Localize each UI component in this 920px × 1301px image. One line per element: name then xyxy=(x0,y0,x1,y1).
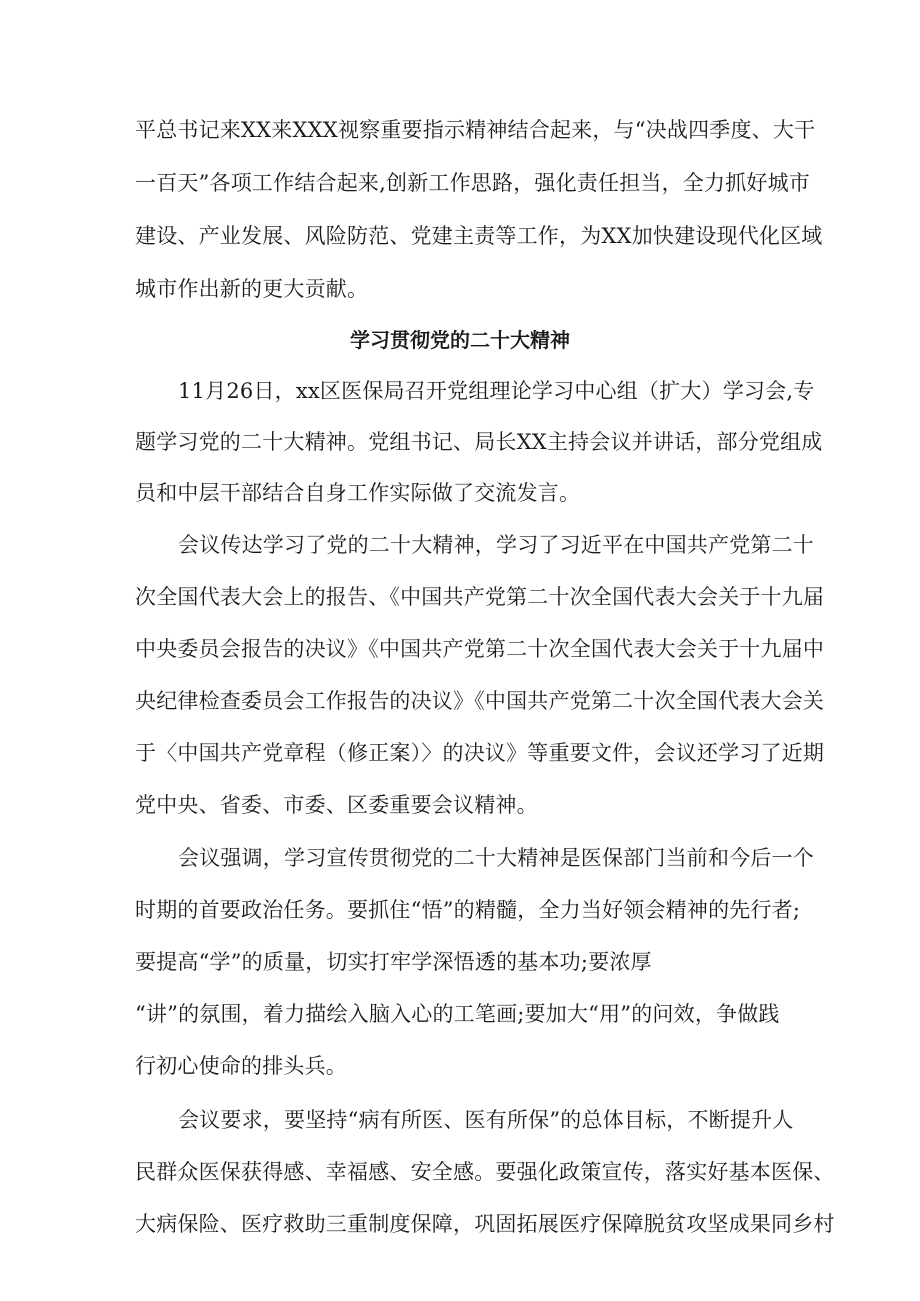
intro-line-2: 一百天”各项工作结合起来,创新工作思路，强化责任担当，全力抓好城市 xyxy=(135,171,811,195)
para4-line-2: 民群众医保获得感、幸福感、安全感。要强化政策宣传，落实好基本医保、 xyxy=(135,1160,835,1184)
para3-line-2: 时期的首要政治任务。要抓住“悟”的精髓，全力当好领会精神的先行者; xyxy=(135,898,801,922)
para2-line-1: 会议传达学习了党的二十大精神，学习了习近平在中国共产党第二十 xyxy=(178,533,814,557)
para2-line-3: 中央委员会报告的决议》《中国共产党第二十次全国代表大会关于十九届中 xyxy=(135,637,825,661)
para3-line-3: 要提高“学”的质量，切实打牢学深悟透的基本功;要浓厚 xyxy=(135,950,652,974)
section-title: 学习贯彻党的二十大精神 xyxy=(350,328,570,352)
intro-line-4: 城市作出新的更大贡献。 xyxy=(135,277,369,301)
intro-line-3: 建设、产业发展、风险防范、党建主责等工作，为XX加快建设现代化区域 xyxy=(135,224,823,248)
para1-line-3: 员和中层干部结合自身工作实际做了交流发言。 xyxy=(135,481,581,505)
para2-line-4: 央纪律检查委员会工作报告的决议》《中国共产党第二十次全国代表大会关 xyxy=(135,689,825,713)
para2-line-6: 党中央、省委、市委、区委重要会议精神。 xyxy=(135,793,538,817)
para2-line-2: 次全国代表大会上的报告、《中国共产党第二十次全国代表大会关于十九届 xyxy=(135,585,825,609)
para1-line-2: 题学习党的二十大精神。党组书记、局长XX主持会议并讲话，部分党组成 xyxy=(135,430,823,454)
para4-line-3: 大病保险、医疗救助三重制度保障，巩固拓展医疗保障脱贫攻坚成果同乡村 xyxy=(135,1212,835,1236)
para3-line-5: 行初心使命的排头兵。 xyxy=(135,1054,347,1078)
para3-line-1: 会议强调，学习宣传贯彻党的二十大精神是医保部门当前和今后一个 xyxy=(178,846,814,870)
para2-line-5: 于〈中国共产党章程（修正案）〉的决议》等重要文件，会议还学习了近期 xyxy=(135,741,825,765)
para1-line-1: 11月26日，xx区医保局召开党组理论学习中心组（扩大）学习会,专 xyxy=(178,379,815,403)
para4-line-1: 会议要求，要坚持“病有所医、医有所保”的总体目标，不断提升人 xyxy=(178,1108,794,1132)
intro-line-1: 平总书记来XX来XXX视察重要指示精神结合起来，与“决战四季度、大干 xyxy=(135,118,816,142)
para3-line-4: “讲”的氛围，着力描绘入脑入心的工笔画;要加大“用”的问效，争做践 xyxy=(135,1002,780,1026)
